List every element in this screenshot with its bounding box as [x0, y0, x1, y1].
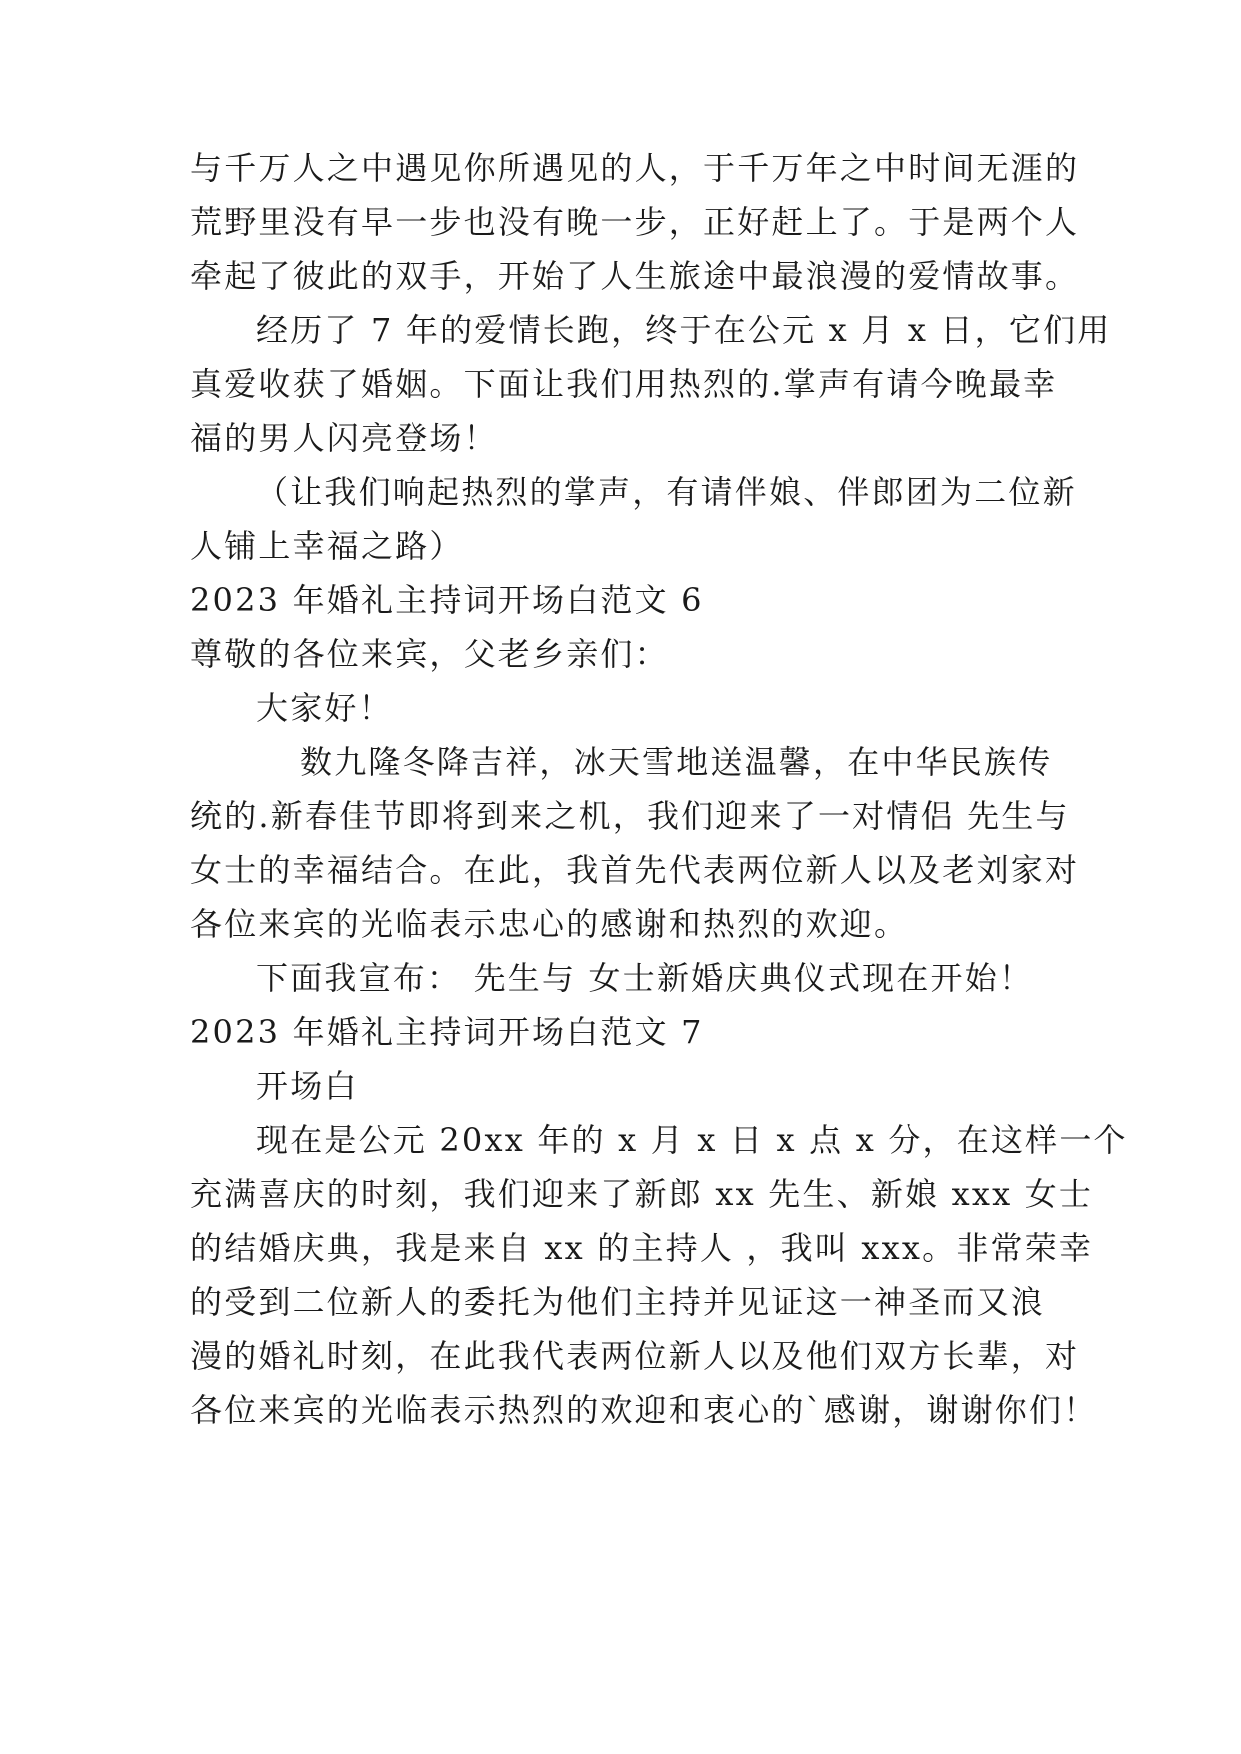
text-line: （让我们响起热烈的掌声，有请伴娘、伴郎团为二位新 [256, 473, 1077, 511]
text-line: 大家好！ [256, 689, 393, 727]
text-line: 漫的婚礼时刻，在此我代表两位新人以及他们双方长辈，对 [190, 1337, 1080, 1375]
text-line: 人铺上幸福之路） [190, 527, 464, 565]
section-heading: 2023 年婚礼主持词开场白范文 6 [190, 581, 704, 619]
text-line: 各位来宾的光临表示热烈的欢迎和衷心的`感谢，谢谢你们！ [190, 1391, 1098, 1429]
text-line: 女士的幸福结合。在此，我首先代表两位新人以及老刘家对 [190, 851, 1080, 889]
section-heading: 2023 年婚礼主持词开场白范文 7 [190, 1013, 704, 1051]
text-line: 荒野里没有早一步也没有晚一步，正好赶上了。于是两个人 [190, 203, 1080, 241]
text-line: 与千万人之中遇见你所遇见的人，于千万年之中时间无涯的 [190, 149, 1080, 187]
text-line: 下面我宣布： 先生与 女士新婚庆典仪式现在开始！ [256, 959, 1034, 997]
text-line: 数九隆冬降吉祥，冰天雪地送温馨，在中华民族传 [300, 743, 1053, 781]
text-line: 开场白 [256, 1067, 359, 1105]
text-line: 福的男人闪亮登场！ [190, 419, 498, 457]
text-line: 各位来宾的光临表示忠心的感谢和热烈的欢迎。 [190, 905, 909, 943]
text-line: 充满喜庆的时刻，我们迎来了新郎 xx 先生、新娘 xxx 女士 [190, 1175, 1094, 1213]
text-line: 统的.新春佳节即将到来之机，我们迎来了一对情侣 先生与 [190, 797, 1070, 835]
text-line: 尊敬的各位来宾，父老乡亲们： [190, 635, 669, 673]
text-line: 真爱收获了婚姻。下面让我们用热烈的.掌声有请今晚最幸 [190, 365, 1058, 403]
text-line: 经历了 7 年的爱情长跑，终于在公元 x 月 x 日，它们用 [256, 311, 1112, 349]
text-line: 的结婚庆典，我是来自 xx 的主持人 ，我叫 xxx。非常荣幸 [190, 1229, 1094, 1267]
text-line: 牵起了彼此的双手，开始了人生旅途中最浪漫的爱情故事。 [190, 257, 1080, 295]
text-line: 的受到二位新人的委托为他们主持并见证这一神圣而又浪 [190, 1283, 1046, 1321]
text-line: 现在是公元 20xx 年的 x 月 x 日 x 点 x 分，在这样一个 [256, 1121, 1128, 1159]
